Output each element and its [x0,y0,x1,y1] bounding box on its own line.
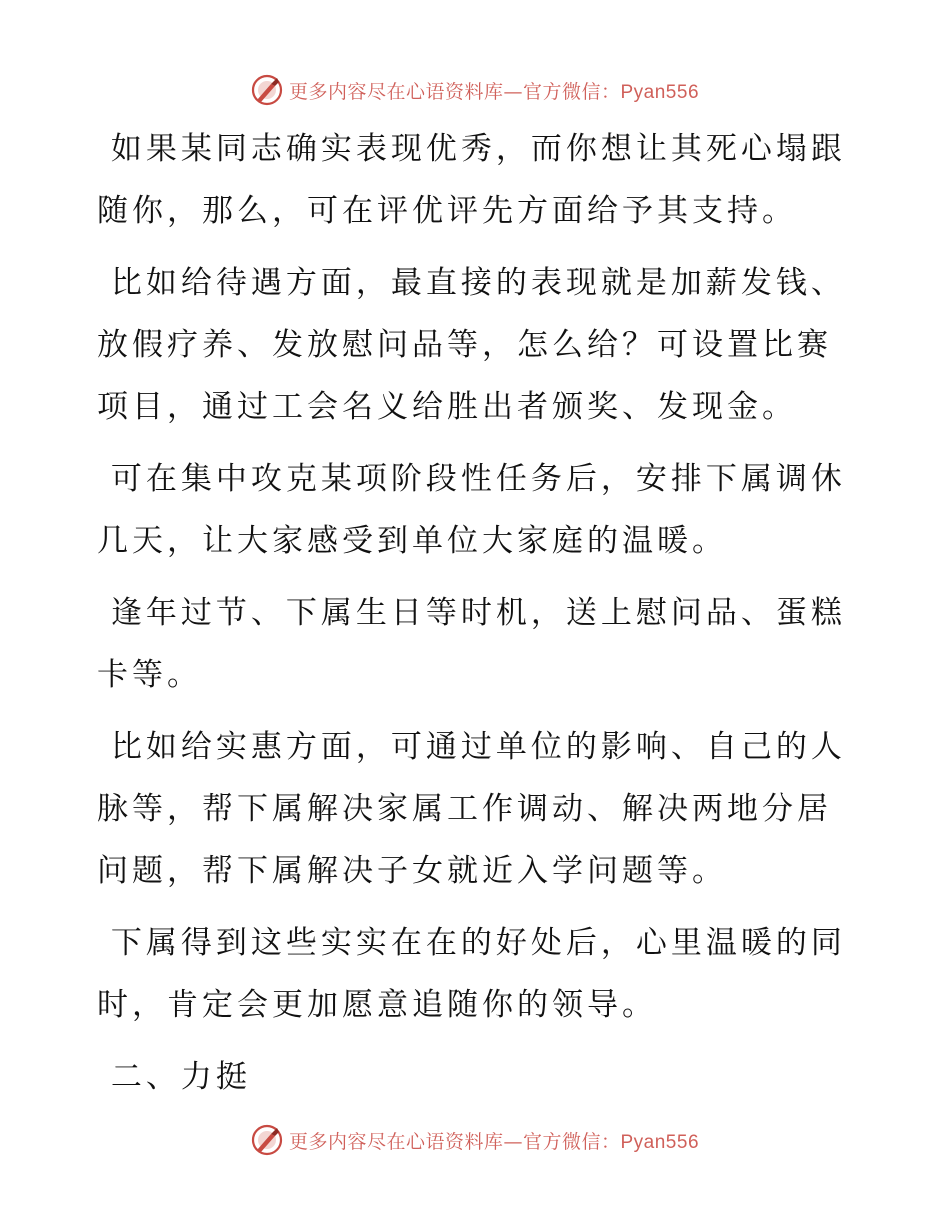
footer-banner-main: 更多内容尽在心语资料库 [288,1130,504,1153]
header-banner-wechat-label: 官方微信： [522,80,621,103]
section-heading: 二、力挺 [97,1059,251,1095]
document-body [97,118,857,1118]
paragraph-6: 下属得到这些实实在在的好处后，心里温暖的同时，肯定会更加愿意追随你的领导。 [97,925,846,1023]
paragraph-3: 可在集中攻克某项阶段性任务后，安排下属调休几天，让大家感受到单位大家庭的温暖。 [97,461,846,559]
paragraph-4: 逢年过节、下属生日等时机，送上慰问品、蛋糕卡等。 [97,595,846,693]
footer-banner-wechat-id: Pyan556 [620,1131,700,1153]
paragraph-5: 比如给实惠方面，可通过单位的影响、自己的人脉等，帮下属解决家属工作调动、解决两地分居问题，帮下属解决子女就近入学问题等。 [97,729,846,889]
footer-banner-dash: — [503,1130,523,1153]
header-banner [0,70,950,110]
pen-logo-icon [251,1124,283,1156]
footer-banner [0,1120,950,1160]
footer-banner-wechat-label: 官方微信： [522,1130,621,1153]
footer-banner-text [289,1127,699,1154]
paragraph-2: 比如给待遇方面，最直接的表现就是加薪发钱、放假疗养、发放慰问品等，怎么给？可设置比赛项目，通过工会名义给胜出者颁奖、发现金。 [97,265,846,425]
header-banner-dash: — [503,80,523,103]
pen-logo-icon [251,74,283,106]
header-banner-main: 更多内容尽在心语资料库 [288,80,504,103]
header-banner-text [289,77,699,104]
header-banner-wechat-id: Pyan556 [620,81,700,103]
paragraph-1: 如果某同志确实表现优秀，而你想让其死心塌跟随你，那么，可在评优评先方面给予其支持。 [97,131,846,229]
